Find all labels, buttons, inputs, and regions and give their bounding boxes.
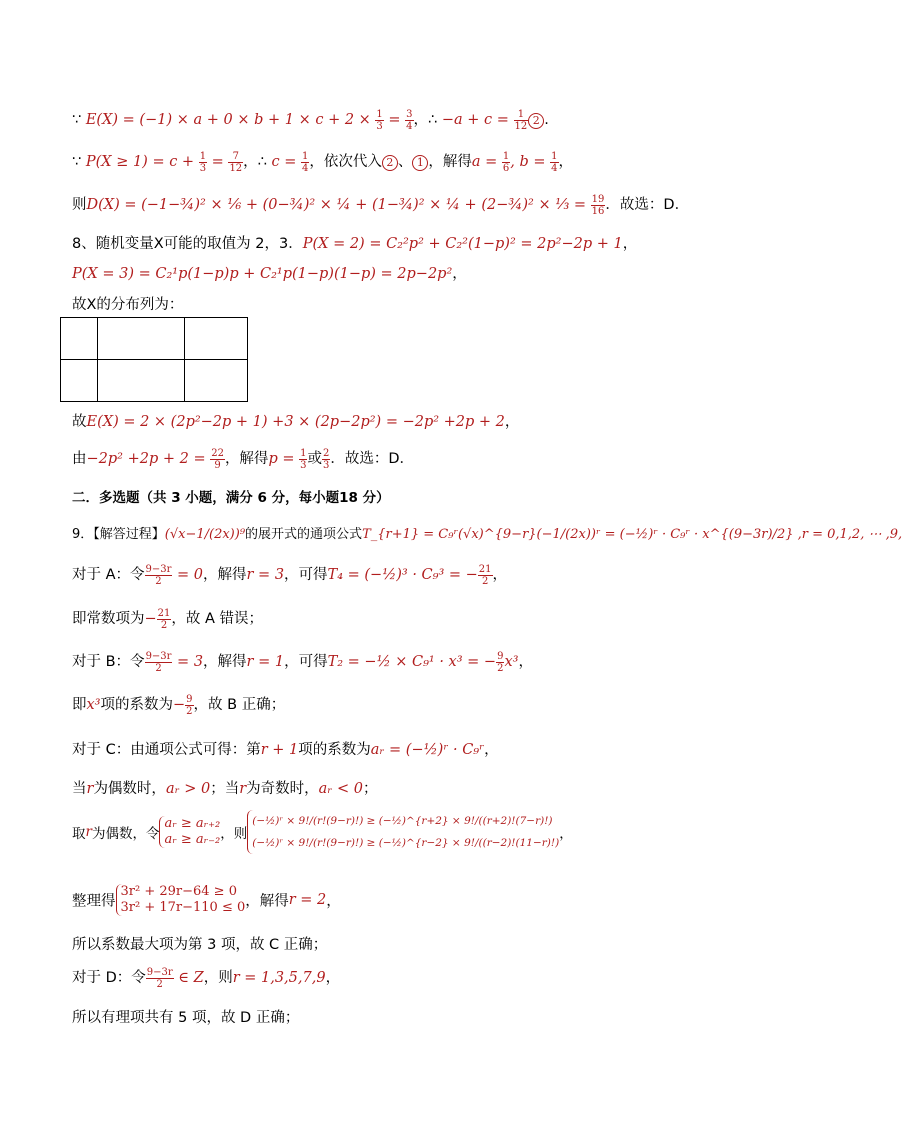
circled-number: 2 [528, 113, 544, 129]
fraction: $\frac{9}{2}$ [497, 650, 504, 674]
fraction: $\frac{9-3r}{2}$ [146, 966, 173, 990]
solution-line-distribution-intro: 故X的分布列为： [72, 297, 184, 313]
fraction: $\frac{1}{4}$ [302, 150, 309, 174]
solution-line-option-c: 对于 C：由通项公式可得：第r + 1项的系数为aᵣ = (−½)ʳ · C₉ʳ， [72, 742, 499, 758]
fraction: $\frac{9}{2}$ [186, 693, 193, 717]
solution-line-8-p3: P(X = 3) = C₂¹p(1−p)p + C₂¹p(1−p)(1−p) = 2p−2p²， [72, 266, 467, 282]
fraction: $\frac{3}{4}$ [406, 108, 413, 132]
solution-line-8-solve: 由−2p² +2p + 2 = $\frac{22}{9}$ ，解得p = $\frac{1}{3}$ 或 $\frac{2}{3}$ ．故选：D． [72, 447, 415, 471]
circled-number: 2 [382, 155, 398, 171]
solution-line-8-intro: 8、随机变量X可能的取值为 2，3．P(X = 2) = C₂²p² + C₂²(1−p)² = 2p²−2p + 1， [72, 236, 638, 252]
fraction: $\frac{7}{12}$ [229, 150, 243, 174]
solution-line-option-a-result: 即常数项为− $\frac{21}{2}$ ，故 A 错误； [72, 607, 264, 631]
fraction: $\frac{21}{2}$ [157, 607, 171, 631]
solution-line-option-a: 对于 A：令 $\frac{9-3r}{2}$ = 0，解得r = 3，可得T₄ = (−½)³ · C₉³ = − $\frac{21}{2}$ ， [72, 563, 508, 587]
fraction: $\frac{1}{3}$ [300, 447, 307, 471]
fraction: $\frac{22}{9}$ [211, 447, 224, 471]
solution-line-option-b-result: 即x³项的系数为− $\frac{9}{2}$ ，故 B 正确； [72, 693, 286, 717]
solution-line-variance: 则D(X) = (−1−¾)² × ⅙ + (0−¾)² × ¼ + (1−¾)² × ¼ + (2−¾)² × ⅓ = $\frac{19}{16}$ ．故选：D． [72, 193, 690, 217]
fraction: $\frac{1}{4}$ [551, 150, 558, 174]
distribution-table [60, 317, 248, 402]
fraction: $\frac{9-3r}{2}$ [145, 563, 172, 587]
table-row [61, 318, 248, 360]
solution-line-option-c-sign: 当r为偶数时，aᵣ > 0；当r为奇数时，aᵣ < 0； [72, 781, 378, 797]
circled-number: 1 [412, 155, 428, 171]
solution-line-option-c-result: 所以系数最大项为第 3 项，故 C 正确； [72, 937, 328, 953]
solution-line-probability: ∵ P(X ≥ 1) = c + $\frac{1}{3}$ = $\frac{7}{12}$ ，∴ c = $\frac{1}{4}$ ，依次代入 2 、 1 ，解得a = $\frac{1}{6}$ , b = $\frac{1}{4}$ ， [72, 150, 574, 174]
inequality-system: aᵣ ≥ aᵣ₊₂ aᵣ ≥ aᵣ₋₂ [159, 816, 220, 848]
fraction: $\frac{21}{2}$ [478, 563, 492, 587]
inequality-system: (−½)ʳ × 9!/(r!(9−r)!) ≥ (−½)^{r+2} × 9!/((r+2)!(7−r)!) (−½)ʳ × 9!/(r!(9−r)!) ≥ (−½)^{r−2} × 9!/((r−2)!(11−r)!) [247, 810, 559, 854]
solution-line-9-general-term: 9．【解答过程】(√x−1/(2x))⁹的展开式的通项公式T_{r+1} = C₉ʳ(√x)^{9−r}(−1/(2x))ʳ = (−½)ʳ · C₉ʳ · x^{(9−3r)/2} ,r = 0,1,2, ⋯ ,9, [72, 527, 902, 542]
section-heading: 二．多选题（共 3 小题，满分 6 分，每小题18 分） [72, 490, 390, 506]
fraction: $\frac{1}{3}$ [199, 150, 207, 174]
table-row [61, 360, 248, 402]
solution-line-option-d: 对于 D：令 $\frac{9-3r}{2}$ ∈ Z，则r = 1,3,5,7,9， [72, 966, 341, 990]
solution-line-option-b: 对于 B：令 $\frac{9-3r}{2}$ = 3，解得r = 1，可得T₂ = −½ × C₉¹ · x³ = − $\frac{9}{2}$ x³， [72, 650, 533, 674]
solution-line-expectation: ∵ E(X) = (−1) × a + 0 × b + 1 × c + 2 × $\frac{1}{3}$ = $\frac{3}{4}$ ，∴ −a + c = $\frac{1}{12}$ 2 . [72, 108, 549, 132]
solution-line-option-c-simplify: 整理得3r² + 29r−64 ≥ 0 3r² + 17r−110 ≤ 0，解得r = 2， [72, 884, 341, 915]
solution-line-option-d-result: 所以有理项共有 5 项，故 D 正确； [72, 1010, 300, 1026]
fraction: $\frac{1}{3}$ [376, 108, 383, 132]
fraction: $\frac{2}{3}$ [322, 447, 330, 471]
solution-line-8-expectation: 故E(X) = 2 × (2p²−2p + 1) +3 × (2p−2p²) = −2p² +2p + 2， [72, 414, 520, 430]
fraction: $\frac{19}{16}$ [591, 193, 605, 217]
solution-line-option-c-system: 取r为偶数，令aᵣ ≥ aᵣ₊₂ aᵣ ≥ aᵣ₋₂，则(−½)ʳ × 9!/(r!(9−r)!) ≥ (−½)^{r+2} × 9!/((r+2)!(7−r)!) (−½)ʳ × 9!/(r!(9−r)!) ≥ (−½)^{r−2} × 9!/((r−2)!(11−r)!)， [72, 810, 573, 854]
fraction: $\frac{9-3r}{2}$ [145, 650, 172, 674]
inequality-system: 3r² + 29r−64 ≥ 0 3r² + 17r−110 ≤ 0 [116, 884, 246, 916]
fraction: $\frac{1}{12}$ [514, 108, 528, 132]
fraction: $\frac{1}{6}$ [502, 150, 510, 174]
